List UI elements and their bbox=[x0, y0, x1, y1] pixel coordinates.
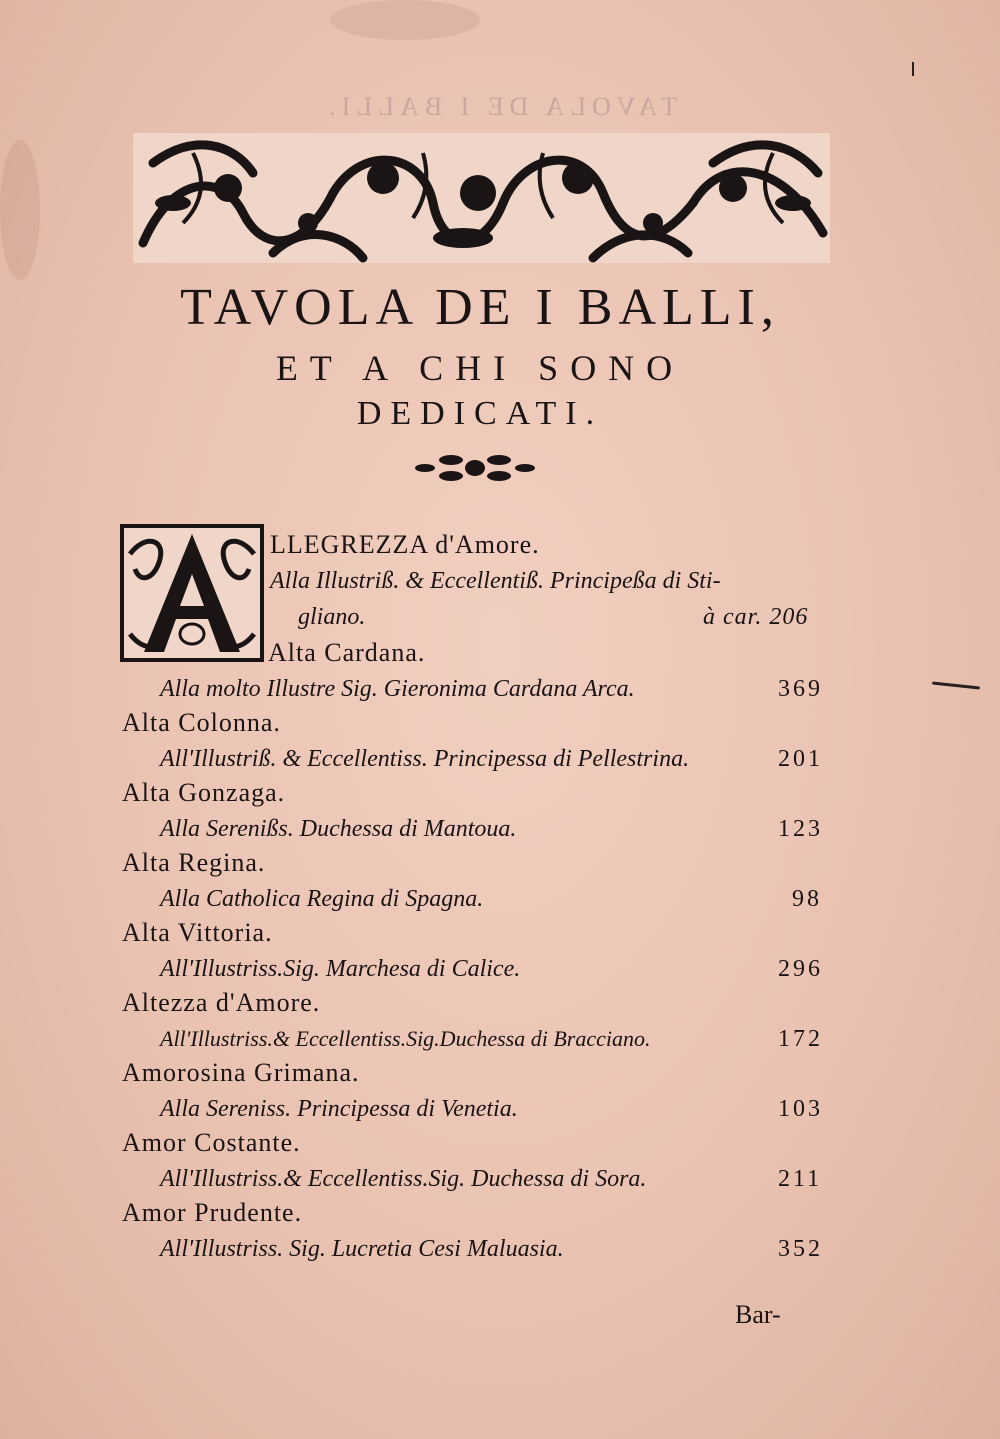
woodcut-banner-ornament bbox=[133, 133, 830, 263]
entry-page-ref: 352 bbox=[778, 1236, 823, 1262]
entry-title: Alta Gonzaga. bbox=[122, 778, 286, 807]
entry-title: Amor Costante. bbox=[122, 1128, 301, 1157]
entry-dedication: Alla Serenißs. Duchessa di Mantoua. bbox=[160, 816, 517, 842]
entry-dedication: All'Illustriss.& Eccellentiss.Sig. Duchessa di Sora. bbox=[160, 1166, 647, 1192]
paper-stain bbox=[330, 0, 480, 40]
entry-page-ref: 201 bbox=[778, 746, 823, 772]
entry-title: LLEGREZZA d'Amore. bbox=[270, 530, 540, 559]
page-subtitle: ET A CHI SONO bbox=[275, 348, 685, 388]
entry-title: Alta Vittoria. bbox=[122, 918, 273, 947]
entry-dedication-continued: gliano. bbox=[298, 604, 366, 630]
entry-title: Amorosina Grimana. bbox=[122, 1058, 360, 1087]
entry-title: Altezza d'Amore. bbox=[122, 988, 321, 1017]
entry-page-ref: 296 bbox=[778, 956, 823, 982]
paper-stain bbox=[0, 140, 40, 280]
entry-title: Alta Cardana. bbox=[268, 638, 426, 667]
entry-dedication: All'Illustriss.& Eccellentiss.Sig.Duchessa di Bracciano. bbox=[160, 1026, 651, 1051]
entry-page-ref: 211 bbox=[778, 1166, 823, 1192]
fleuron-ornament bbox=[413, 448, 538, 488]
page-title: TAVOLA DE I BALLI, bbox=[180, 279, 780, 336]
entry-page-ref: 98 bbox=[792, 886, 822, 912]
entry-page-ref: à car. 206 bbox=[703, 604, 809, 630]
catchword: Bar- bbox=[735, 1300, 781, 1329]
entry-dedication: Alla Catholica Regina di Spagna. bbox=[160, 886, 484, 912]
entry-dedication: Alla molto Illustre Sig. Gieronima Cardana Arca. bbox=[160, 676, 635, 702]
entry-page-ref: 103 bbox=[778, 1096, 823, 1122]
entry-dedication: Alla Illustriß. & Eccellentiß. Principeßa di Sti- bbox=[270, 568, 721, 594]
entry-page-ref: 369 bbox=[778, 676, 823, 702]
page-subtitle-line2: DEDICATI. bbox=[356, 395, 604, 432]
bleed-through-text: TAVOLA DE I BALLI. bbox=[323, 92, 677, 121]
ink-mark bbox=[912, 62, 914, 76]
entry-page-ref: 172 bbox=[778, 1026, 823, 1052]
entry-title: Amor Prudente. bbox=[122, 1198, 303, 1227]
ink-mark bbox=[932, 681, 980, 689]
decorated-initial-a bbox=[120, 524, 264, 662]
entry-title: Alta Regina. bbox=[122, 848, 266, 877]
entry-title: Alta Colonna. bbox=[122, 708, 281, 737]
entry-page-ref: 123 bbox=[778, 816, 823, 842]
entry-dedication: All'Illustriss.Sig. Marchesa di Calice. bbox=[160, 956, 521, 982]
entry-dedication: All'Illustriss. Sig. Lucretia Cesi Maluasia. bbox=[160, 1236, 564, 1262]
entry-dedication: Alla Sereniss. Principessa di Venetia. bbox=[160, 1096, 518, 1122]
entry-dedication: All'Illustriß. & Eccellentiss. Principessa di Pellestrina. bbox=[160, 746, 690, 772]
